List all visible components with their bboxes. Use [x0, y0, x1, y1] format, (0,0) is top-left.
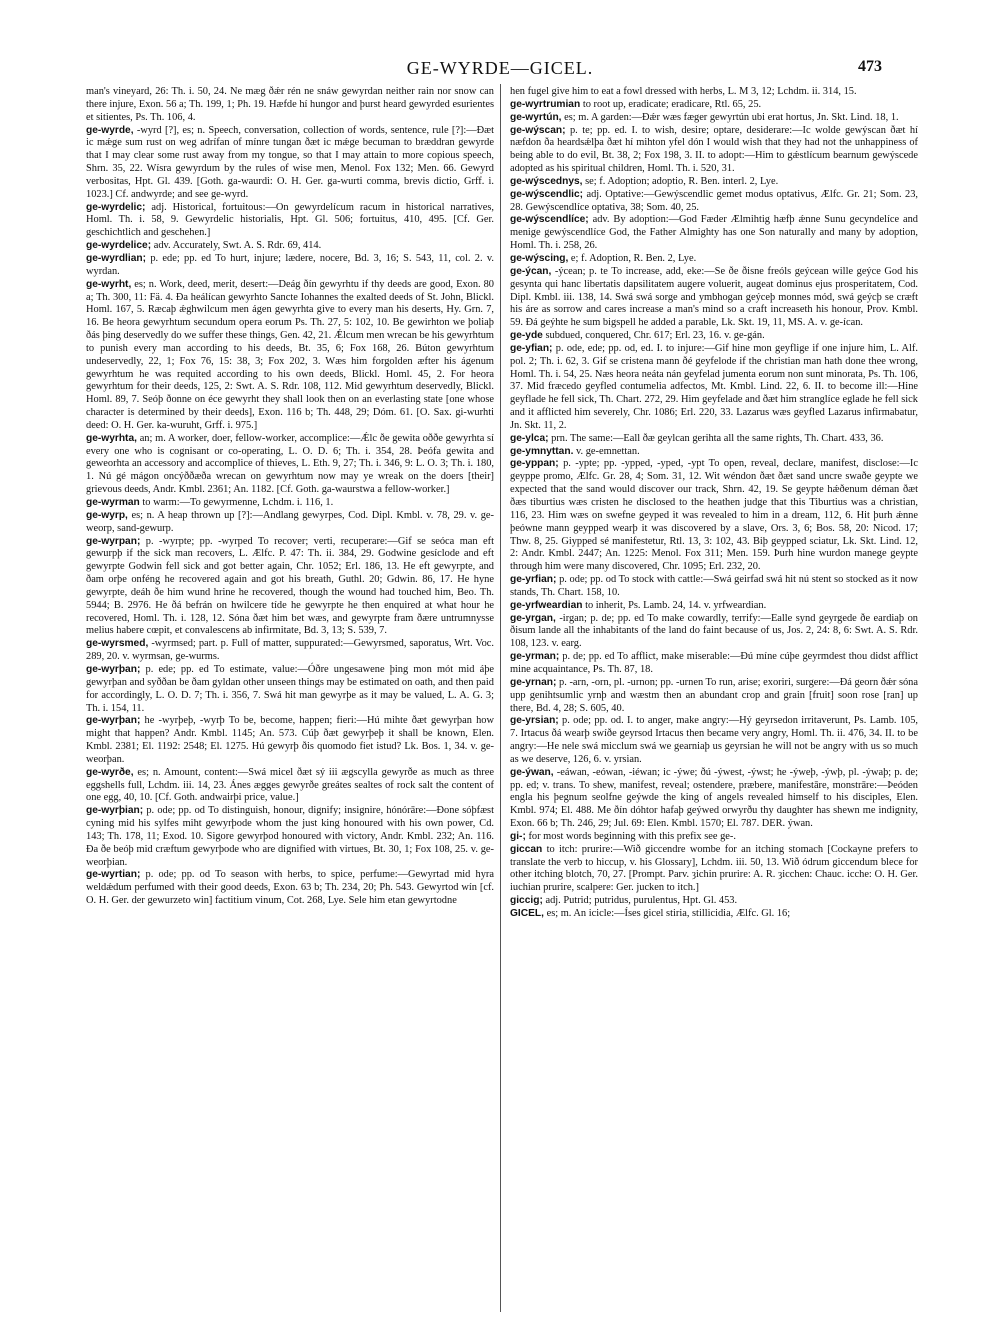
- dictionary-entry: [510, 176, 918, 189]
- entry-headword: ge-wyrtian;: [86, 869, 141, 881]
- dictionary-entry: [510, 651, 918, 677]
- dictionary-entry: [86, 664, 494, 715]
- entry-headword: ge-wyrþan;: [86, 663, 141, 675]
- entry-text: to inherit, Ps. Lamb. 24, 14. v. yrfweardian.: [585, 599, 767, 611]
- dictionary-entry: [510, 446, 918, 459]
- entry-text: -eáwan, -eówan, -iéwan; ic -ýwe; ðú -ýwest, -ýwst; he -ýweþ, -ýwþ, pl. -ýwaþ; p. de; pp. ed; v. trans. To shew, manifest, reveal; ostendere, præbere, manifestāre, monstrāre:—Þeóden engla his þegnum seolfne geýwde the king of angels revealed himself to his disciples, Elen. Kmbl. 974; El. 488. Me ðín dóhtor hafaþ geýwed orwyrðu thy daughter has shewn me indignity, Exon. 66 b; Th. 246, 29; Jul. 69: Elen. Kmbl. 1570; El. 787. DER. ýwan.: [510, 766, 918, 830]
- dictionary-entry: [510, 330, 918, 343]
- entry-text: se; f. Adoption; adoptio, R. Ben. interl. 2, Lye.: [585, 175, 779, 187]
- entry-text: p. -arn, -orn, pl. -urnon; pp. -urnen To run, arise; exoriri, surgere:—Ðá georn ðǽr sóna upp genihtsumlic yrnþ and wæstm then an abundant crop and grain [fruit] soon rose [ran] up there, Bd. 4, 28; S. 605, 40.: [510, 676, 918, 714]
- dictionary-entry: [510, 677, 918, 716]
- entry-headword: ge-wyrtún,: [510, 111, 562, 123]
- entry-text: es; m. A garden:—Ðǽr wæs fæger gewyrtún ubi erat hortus, Jn. Skt. Lind. 18, 1.: [564, 111, 899, 123]
- dictionary-entry: [510, 99, 918, 112]
- entry-headword: ge-wýscednys,: [510, 175, 583, 187]
- entry-text: v. ge-emnettan.: [576, 445, 640, 457]
- dictionary-entry: [86, 805, 494, 869]
- entry-text: es; n. Amount, content:—Swá micel ðæt sý iii ægscylla gewyrðe as much as three eggshells full, Lchdm. iii. 14, 23. Ánes ægges gewyrðe greátes sealtes of rock salt the content of one egg, 40, 10. [Cf. Goth. andwairþi price, value.]: [86, 766, 494, 804]
- dictionary-entry: [510, 895, 918, 908]
- entry-text: adj. Putrid; putridus, purulentus, Hpt. Gl. 453.: [545, 895, 738, 907]
- entry-text: adv. By adoption:—God Fæder Ælmihtig hæfþ ǽnne Sunu gecyndelíce and menige gewýscendlíce God, the Father Almighty has one Son naturally and many by adoption, Homl. Th. i. 258, 26.: [510, 214, 918, 252]
- entry-headword: ge-wyrdlian;: [86, 252, 147, 264]
- entry-text: -wyrd [?], es; n. Speech, conversation, collection of words, sentence, rule [?]:—Ðæt ic mǽge sum rust on weg adrífan of mínre tungan ðæt ic mǽge becuman to bræddran gewyrde that I may clear some rust away from my tongue, so that I may attain to more copious speech, Shrn. 35, 22. Wísra gewyrdum by the rules of wise men, Menol. Fox 132; Men. 66. Gewyrd verbositas, Hpt. Gl. 439. [Goth. ga-waurdi: O. H. Ger. ga-wurti comma, brevis dictio, Grff. i. 1023.] Cf. andwyrde; and see ge-wyrd.: [86, 124, 494, 200]
- entry-headword: ge-yrfweardian: [510, 599, 583, 611]
- entry-text: p. te; pp. ed. I. to wish, desire; optare, desiderare:—Ic wolde gewýscan ðæt hí næfdon ða heardsǽlþa ðæt hí mihton yfel dón I would wish that they had not the unhappiness of being able to do evil, Bt. 38, 2; Fox 198, 3. II. to adopt:—Him to gǽstlícum bearnum gewýscede adopted as his spiritual children, Homl. Th. i. 520, 31.: [510, 124, 918, 175]
- entry-headword: ge-wýscan;: [510, 124, 566, 136]
- dictionary-entry: [86, 86, 494, 125]
- dictionary-entry: [86, 767, 494, 806]
- dictionary-entry: [510, 600, 918, 613]
- entry-text: prn. The same:—Eall ðæ geylcan gerihta all the same rights, Th. Chart. 433, 36.: [551, 432, 884, 444]
- dictionary-entry: [510, 908, 918, 921]
- entry-headword: giccan: [510, 843, 543, 855]
- entry-headword: gi-;: [510, 830, 526, 842]
- dictionary-entry: [86, 638, 494, 664]
- entry-text: to itch: prurire:—Wið giccendre wombe for an itching stomach [Cockayne prefers to translate the verb to hiccup, v. his Glossary], Lchdm. iii. 50, 13. Wið ódrum giccendum blece for other itching blotch, 70, 27. [Prompt. Parv. ȝichin prurire: A. R. ȝicchen: Chauc. icche: O. H. Ger. iuchian prurire, scalpere: Ger. jucken to itch.]: [510, 843, 918, 894]
- entry-headword: ge-yde: [510, 330, 543, 342]
- dictionary-entry: [510, 433, 918, 446]
- entry-headword: ge-wýscendlic;: [510, 188, 584, 200]
- dictionary-entry: [510, 574, 918, 600]
- column-divider: [500, 84, 501, 1312]
- entry-headword: ge-wyrdelice;: [86, 240, 152, 252]
- entry-headword: giccig;: [510, 895, 543, 907]
- entry-headword: ge-yrnan;: [510, 676, 557, 688]
- entry-text: man's vineyard, 26: Th. i. 50, 24. Ne mæg ðǽr rén ne snáw gewyrdan neither rain nor snow can there injure, Exon. 56 a; Th. 199, 1; Ph. 19. Hæfde hí hungor and þurst heard gewyrded esurientes et sitientes, Ps. Th. 106, 4.: [86, 86, 494, 123]
- entry-text: adj. Optative:—Gewýscendlic gemet modus optativus, Ælfc. Gr. 21; Som. 23, 28. Gewýscendlíce optativa, 38; Som. 40, 25.: [510, 188, 918, 213]
- entry-text: p. ode; pp. od To distinguish, honour, dignify; insignire, hónórāre:—Ðone sóþfæst cyning mid his sylfes miht gewyrþode whom the just king honoured with his own power, Cd. 143; Th. 178, 11; Exod. 10. Sigore gewyrþod honoured with victory, Andr. Kmbl. 232; An. 116. Ða ðe beóþ mid cræftum gewyrþode who are dignified with virtues, Bt. 30, 1; Fox 108, 25. v. ge-weorþian.: [86, 805, 494, 868]
- dictionary-entry: [510, 613, 918, 652]
- page-title: GE-WYRDE—GICEL.: [406, 58, 594, 78]
- entry-headword: ge-yrman;: [510, 651, 560, 663]
- entry-text: adj. Historical, fortuitous:—On gewyrdelícum racum in historical narratives, Homl. Th. i. 58, 9. Gewyrdelic historialis, Hpt. Gl. 506; fortuitus, 410, 495. [Cf. Ger. geschichtlich and geschehen.]: [86, 201, 494, 239]
- dictionary-entry: [86, 715, 494, 766]
- dictionary-entry: [510, 458, 918, 574]
- entry-headword: ge-ýwan,: [510, 766, 554, 778]
- entry-headword: ge-wyrht,: [86, 278, 132, 290]
- page-number: 473: [858, 58, 882, 75]
- entry-headword: ge-yrfian;: [510, 574, 557, 586]
- dictionary-entry: [86, 510, 494, 536]
- entry-headword: ge-wyrdelic;: [86, 201, 146, 213]
- dictionary-entry: [510, 831, 918, 844]
- right-column: [510, 86, 918, 1312]
- dictionary-entry: [510, 767, 918, 831]
- dictionary-entry: [510, 86, 918, 99]
- entry-text: to root up, eradicate; eradicare, Rtl. 65, 25.: [582, 98, 762, 110]
- entry-headword: ge-wyrsmed,: [86, 638, 149, 650]
- entry-text: subdued, conquered, Chr. 617; Erl. 23, 16. v. ge-gán.: [545, 330, 765, 342]
- entry-headword: ge-wyrp,: [86, 509, 128, 521]
- entry-headword: ge-ýcan,: [510, 265, 552, 277]
- entry-headword: ge-yfian;: [510, 342, 553, 354]
- entry-text: -ýcean; p. te To increase, add, eke:—Se ðe ðisne freóls geýcean wille geýce God his gesynta qui hanc libertatis dapsilitatem augere voluerit, augeat dominus ejus prosperitatem, Cod. Dipl. Kmbl. iii. 138, 14. Swá swá sorge and ymbhogan geýceþ monnes mód, swá geýcþ se cræft his áre as sorrow and cares increase a man's mind so a craft increaseth his honour, Prov. Kmbl. 59. Ðá geýhte he sum bigspell he added a parable, Lk. Skt. 19, 11, MS. A. v. ge-ícan.: [510, 265, 918, 329]
- entry-text: es; n. A heap thrown up [?]:—Andlang gewyrpes, Cod. Dipl. Kmbl. v. 78, 29. v. ge-weorp, sand-gewurp.: [86, 509, 494, 534]
- entry-text: adv. Accurately, Swt. A. S. Rdr. 69, 414.: [153, 240, 322, 252]
- dictionary-entry: [86, 253, 494, 279]
- entry-text: p. -wyrpte; pp. -wyrped To recover; verti, recuperare:—Gif se seóca man eft gewurpþ if the sick man recovers, L. Ælfc. P. 47: Th. ii. 384, 29. Godwine gesíclode and eft gewyrpte Godwin fell sick and got better again, Chr. 1052; Erl. 186, 13. He eft gewyrpte, and ðam orþe onféng he recovered again and got his breath, Guthl. 20; Gdwin. 86, 17. He hyne gewyrpte, deáh ðe him wund hrine he recovered, though the wound had touched him, Beo. Th. 5944; B. 2976. He ðá befrán on hwilcere tíde he gewyrpte he then enquired at what hour he recovered, Homl. Th. i. 128, 12. Sóna ðæt him bet wæs, and gewyrpte fram ðære untrumnysse melius habere cœpit, et convalescens ab infirmitate, Bd. 3, 13; S. 539, 7.: [86, 535, 494, 637]
- dictionary-entry: [510, 844, 918, 895]
- entry-headword: ge-wyrtrumian: [510, 98, 581, 110]
- entry-headword: ge-wýscendlíce;: [510, 214, 589, 226]
- dictionary-entry: [86, 536, 494, 639]
- entry-text: es; m. An icicle:—Íses gicel stiria, stillicidia, Ælfc. Gl. 16;: [546, 908, 791, 919]
- entry-headword: ge-yppan;: [510, 458, 559, 470]
- dictionary-entry: [86, 240, 494, 253]
- dictionary-entry: [86, 125, 494, 202]
- entry-text: an; m. A worker, doer, fellow-worker, accomplice:—Ǽlc ðe gewita oððe gewyrhta sí every one who is cognisant or co-operating, L. O. D. 6; Th. i. 354, 28. Þeófa gewita and geweorhta an accessory and accomplice of thieves, L. Eth. 9, 27; Th. i. 346, 9: L. O. 3; Th. i. 180, 1. Nú gé mágon oncýððæða wrecan on gewyrhtum now may ye wreak on the doers [their] grievous deeds, Andr. Kmbl. 2361; An. 1182. [Cf. Goth. ga-waurstwa a fellow-worker.]: [86, 432, 494, 496]
- entry-headword: ge-wyrde,: [86, 124, 134, 136]
- dictionary-entry: [510, 266, 918, 330]
- dictionary-entry: [510, 112, 918, 125]
- left-column: [86, 86, 494, 1312]
- entry-text: p. ede; pp. ed To estimate, value:—Óðre ungesawene þing mon mót mid áþe gewyrþan and syððan be ðam gyldan other unseen things may be estimated on oath, and then paid for accordingly, L. O. D. 7; Th. i. 356, 7. Swá hit man gewyrþe as it may be valued, L. A. G. 3; Th. i. 154, 11.: [86, 663, 494, 714]
- entry-text: p. ede; pp. ed To hurt, injure; lædere, nocere, Bd. 3, 16; S. 543, 11, col. 2. v. wyrdan.: [86, 252, 494, 277]
- entry-headword: ge-yrgan,: [510, 612, 556, 624]
- entry-text: hen fugel give him to eat a fowl dressed with herbs, L. M 3, 12; Lchdm. ii. 314, 15.: [510, 86, 857, 97]
- dictionary-entry: [86, 279, 494, 433]
- dictionary-entry: [510, 253, 918, 266]
- entry-headword: ge-yrsian;: [510, 715, 559, 727]
- dictionary-entry: [510, 343, 918, 433]
- entry-headword: ge-wyrhta,: [86, 432, 137, 444]
- dictionary-entry: [86, 497, 494, 510]
- dictionary-entry: [86, 869, 494, 908]
- dictionary-entry: [510, 125, 918, 176]
- entry-text: p. ode; pp. od To season with herbs, to spice, perfume:—Gewyrtad mid hyra weldǽdum perfumed with their good deeds, Exon. 63 b; Th. 234, 20; Ph. 543. Gewyrtod wín [cf. O. H. Ger. der gewurzeto win] factitium vinum, Cot. 268, Lye. Sele him etan gewyrtodne: [86, 869, 494, 907]
- entry-text: p. de; pp. ed To afflict, make miserable:—Ðú míne cúþe geyrmdest thou didst afflict mine acquaintance, Ps. Th. 87, 18.: [510, 651, 918, 675]
- entry-text: -irgan; p. de; pp. ed To make cowardly, terrify:—Ealle synd geyrgede ðe eardiaþ on ðisum lande all the inhabitants of the land do faint because of us, Jos. 2, 24: 8, 6: Swt. A. S. Rdr. 108, 123. v. earg.: [510, 612, 918, 650]
- entry-text: p. ode; pp. od To stock with cattle:—Swá geirfad swá hit nú stent so stocked as it now stands, Th. Chart. 158, 10.: [510, 574, 918, 598]
- dictionary-entry: [510, 189, 918, 215]
- entry-text: to warm:—To gewyrmenne, Lchdm. i. 116, 1.: [142, 497, 334, 508]
- page-header: [0, 58, 1000, 84]
- entry-text: p. ode, ede; pp. od, ed. I. to injure:—Gif hine mon geyflige if one injure him, L. Alf. pol. 2; Th. i. 62, 3. Gif se cristena mann ðé geyfelode if the christian man hath done thee wrong, Homl. Th. i. 54, 25. Næs heora neáta nán geyfelad jumenta eorum non sunt minorata, Ps. Th. 106, 37. Mid fræcedo geyfled contumelia adfectos, Mt. Kmbl. Lind. 22, 6. II. to become ill:—Hine geyflade he fell sick, Th. Chart. 272, 29. Him geyfelade and ðæt him stranglíce eglade he fell sick and it afflicted him severely, Chr. 1086; Erl. 220, 33. Lazarus wæs geyfled Lazarus infirmabatur, Jn. Skt. 11, 2.: [510, 342, 918, 431]
- entry-text: for most words beginning with this prefix see ge-.: [528, 830, 736, 842]
- entry-headword: ge-wyrþian;: [86, 805, 144, 817]
- dictionary-entry: [510, 715, 918, 766]
- entry-text: he -wyrþeþ, -wyrþ To be, become, happen; fieri:—Hú mihte ðæt gewyrþan how might that happen? Andr. Kmbl. 1145; An. 573. Cúþ ðæt gewyrþeþ it shall be known, Elen. Kmbl. 2381; El. 1192: 2548; El. 1275. Hú gewyrþ ðis quomodo fiet istud? Lk. Bos. 1, 34. v. ge-weorþan.: [86, 715, 494, 765]
- entry-text: p. -ypte; pp. -ypped, -yped, -ypt To open, reveal, declare, manifest, disclose:—Ic geyppe promo, Ælfc. Gr. 28, 4; Som. 31, 12. Wit wéndon ðæt ðæt sand uncre swaðe geypte we expected that the sand would discover our track, Shrn. 42, 19. Se geypte hǽðenum déman ðæt ðæs tiburtius wæs cristen he disclosed to the heathen judge that this Tiburtius was a christian, 116, 23. Him wæs on swefne geyped it was revealed to him in a dream, 112, 6. Hit þurh ǽnne þeówne mann geypped wearþ it was discovered by a slave, Ors. 3, 6; Bos. 58, 20: Nicod. 17; Thw. 8, 25. Giypped sé manifestetur, Rtl. 13, 3: 102, 43. Biþ geypped sciatur, Lk. Skt. Lind. 12, 2: Andr. Kmbl. 2447; An. 1225: Menol. Fox 311; Men. 159. Þurh hine wurdon manege geypte through him were many discovered, Chr. 1095; Erl. 232, 20.: [510, 458, 918, 573]
- entry-headword: ge-ymnyttan.: [510, 445, 574, 457]
- entry-headword: ge-wýscing,: [510, 252, 569, 264]
- dictionary-entry: [86, 202, 494, 241]
- entry-text: e; f. Adoption, R. Ben. 2, Lye.: [570, 252, 697, 264]
- entry-headword: ge-ylca;: [510, 432, 549, 444]
- entry-headword: ge-wyrðe,: [86, 766, 134, 778]
- entry-headword: ge-wyrþan;: [86, 715, 141, 727]
- entry-headword: GICEL,: [510, 908, 544, 919]
- entry-headword: ge-wyrpan;: [86, 535, 141, 547]
- dictionary-entry: [86, 433, 494, 497]
- entry-text: -wyrmsed; part. p. Full of matter, suppurated:—Gewyrsmed, saporatus, Wrt. Voc. 289, 20. v. wyrmsan, ge-wurms.: [86, 638, 494, 663]
- entry-text: p. ode; pp. od. I. to anger, make angry:—Hý geyrsedon irritaverunt, Ps. Lamb. 105, 7. Irtacus ðá wearþ swíðe geyrsod Irtacus then became very angry, Homl. Th. ii. 476, 34. II. to be angry:—He nele swá micclum swá we gearniaþ us geyrsian he will not be angry with us so much as we deserve, 126, 6. v. yrsian.: [510, 715, 918, 765]
- entry-text: es; n. Work, deed, merit, desert:—Deág ðín gewyrhtu if thy deeds are good, Exon. 80 a; Th. 300, 11: Fä. 4. Ða heálícan gewyrhto Sancte Iohannes the exalted deeds of St. John, Blickl. Homl. 167, 5. Ræcaþ ǽghwilcum men ágen gewyrhta give to every man his deserts, Hy. Grn. 7, 16. Be heora gewyrhtum secundum opera eorum Ps. Th. 27, 5: 102, 10. Be gewirhton we þoliaþ ðás þing deservedly do we suffer these things, Gen. 42, 21. Ǽlcum men wrecan be his gewyrhtum to punish every man according to his deeds, Bt. 35, 6; Fox 168, 26. Búton gewyrhtum undeservedly, 22, 1; Fox 76, 15: 38, 3; Fox 202, 3. Wæs him forgolden æfter his ágenum gewyrhtum he was requited according to his own deeds, Blickl. Homl. 45, 2. For heora gewyrhtum for their deeds, 125, 2: Swt. A. S. Rdr. 108, 112. Mid gewyrhtum deservedly, Blickl. Homl. 89, 7. Seóþ ðonne on éce gewyrht they shall look then on an everlasting state [one whose character is determined by their deeds], Exon. 116 b; Th. 448, 29; Dóm. 61. [O. Sax. gi-wurhti deed: O. H. Ger. ka-wuruht, Grff. i. 975.]: [86, 278, 494, 431]
- dictionary-entry: [510, 214, 918, 253]
- entry-headword: ge-wyrman: [86, 497, 140, 508]
